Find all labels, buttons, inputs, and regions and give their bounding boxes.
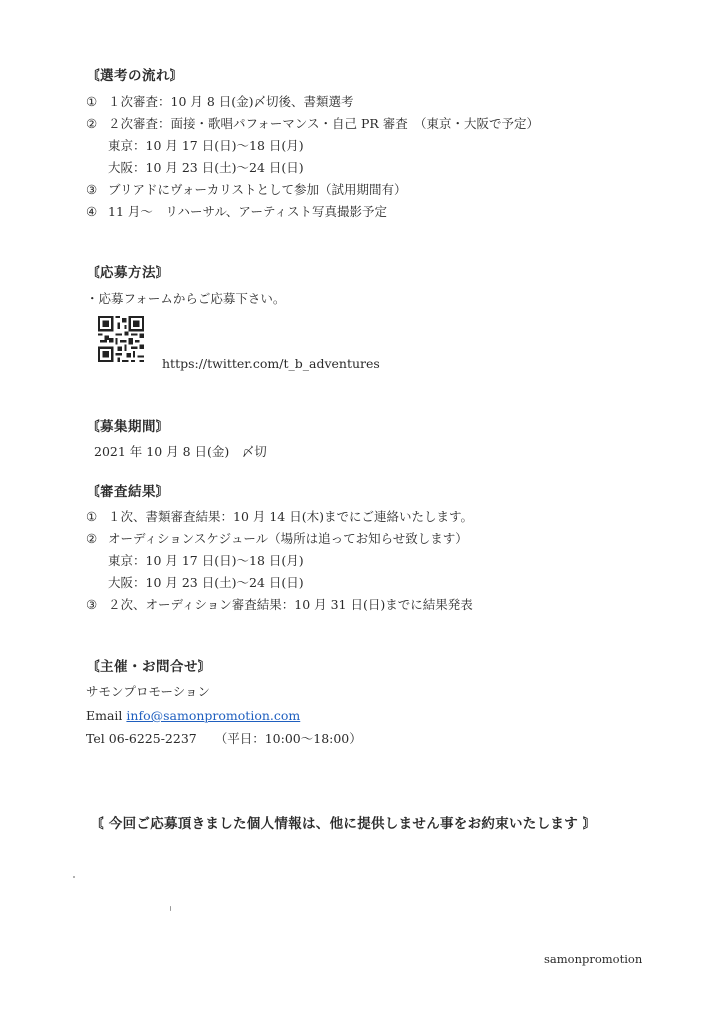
twitter-link[interactable]: https://twitter.com/t_b_adventures bbox=[162, 356, 380, 371]
list-item: ③ ブリアドにヴォーカリストとして参加（試用期間有） bbox=[86, 182, 407, 197]
business-hours: （平日：10:00〜18:00） bbox=[214, 731, 362, 746]
scan-speck bbox=[73, 876, 75, 878]
email-row: Email info@samonpromotion.com bbox=[86, 708, 301, 723]
selection-heading: 〘選考の流れ〙 bbox=[86, 68, 184, 84]
list-item: ③ ２次、オーディション審査結果：10 月 31 日(日)までに結果発表 bbox=[86, 597, 473, 612]
scan-speck bbox=[170, 906, 171, 911]
footer-brand: samonpromotion bbox=[544, 952, 643, 966]
list-item: 大阪：10 月 23 日(土)〜24 日(日) bbox=[108, 575, 304, 590]
tel-row: Tel 06-6225-2237 （平日：10:00〜18:00） bbox=[86, 731, 362, 746]
apply-instruction: ・応募フォームからご応募下さい。 bbox=[86, 291, 286, 306]
organizer-name: サモンプロモーション bbox=[86, 684, 211, 699]
list-item: 東京：10 月 17 日(日)〜18 日(月) bbox=[108, 138, 304, 153]
tel-number: 06-6225-2237 bbox=[108, 731, 197, 746]
privacy-notice: 〘 今回ご応募頂きました個人情報は、他に提供しません事をお約束いたします 〙 bbox=[90, 816, 597, 832]
selection-list bbox=[86, 96, 646, 226]
list-item: 東京：10 月 17 日(日)〜18 日(月) bbox=[108, 553, 304, 568]
list-item: 大阪：10 月 23 日(土)〜24 日(日) bbox=[108, 160, 304, 175]
qr-code-icon[interactable] bbox=[98, 316, 144, 362]
list-item: ① １次審査：10 月 8 日(金)〆切後、書類選考 bbox=[86, 94, 354, 109]
list-item: ① １次、書類審査結果：10 月 14 日(木)までにご連絡いたします。 bbox=[86, 509, 473, 524]
email-link[interactable]: info@samonpromotion.com bbox=[126, 708, 301, 723]
period-heading: 〘募集期間〙 bbox=[86, 419, 170, 435]
list-item: ② オーディションスケジュール（場所は追ってお知らせ致します） bbox=[86, 531, 468, 546]
results-heading: 〘審査結果〙 bbox=[86, 484, 170, 500]
period-text: 2021 年 10 月 8 日(金) 〆切 bbox=[94, 444, 267, 459]
list-item: ④ 11 月〜 リハーサル、アーティスト写真撮影予定 bbox=[86, 204, 388, 219]
results-list bbox=[86, 511, 646, 621]
apply-heading: 〘応募方法〙 bbox=[86, 265, 170, 281]
contact-heading: 〘主催・お問合せ〙 bbox=[86, 659, 212, 675]
list-item: ② ２次審査：面接・歌唱パフォーマンス・自己 PR 審査 （東京・大阪で予定） bbox=[86, 116, 540, 131]
